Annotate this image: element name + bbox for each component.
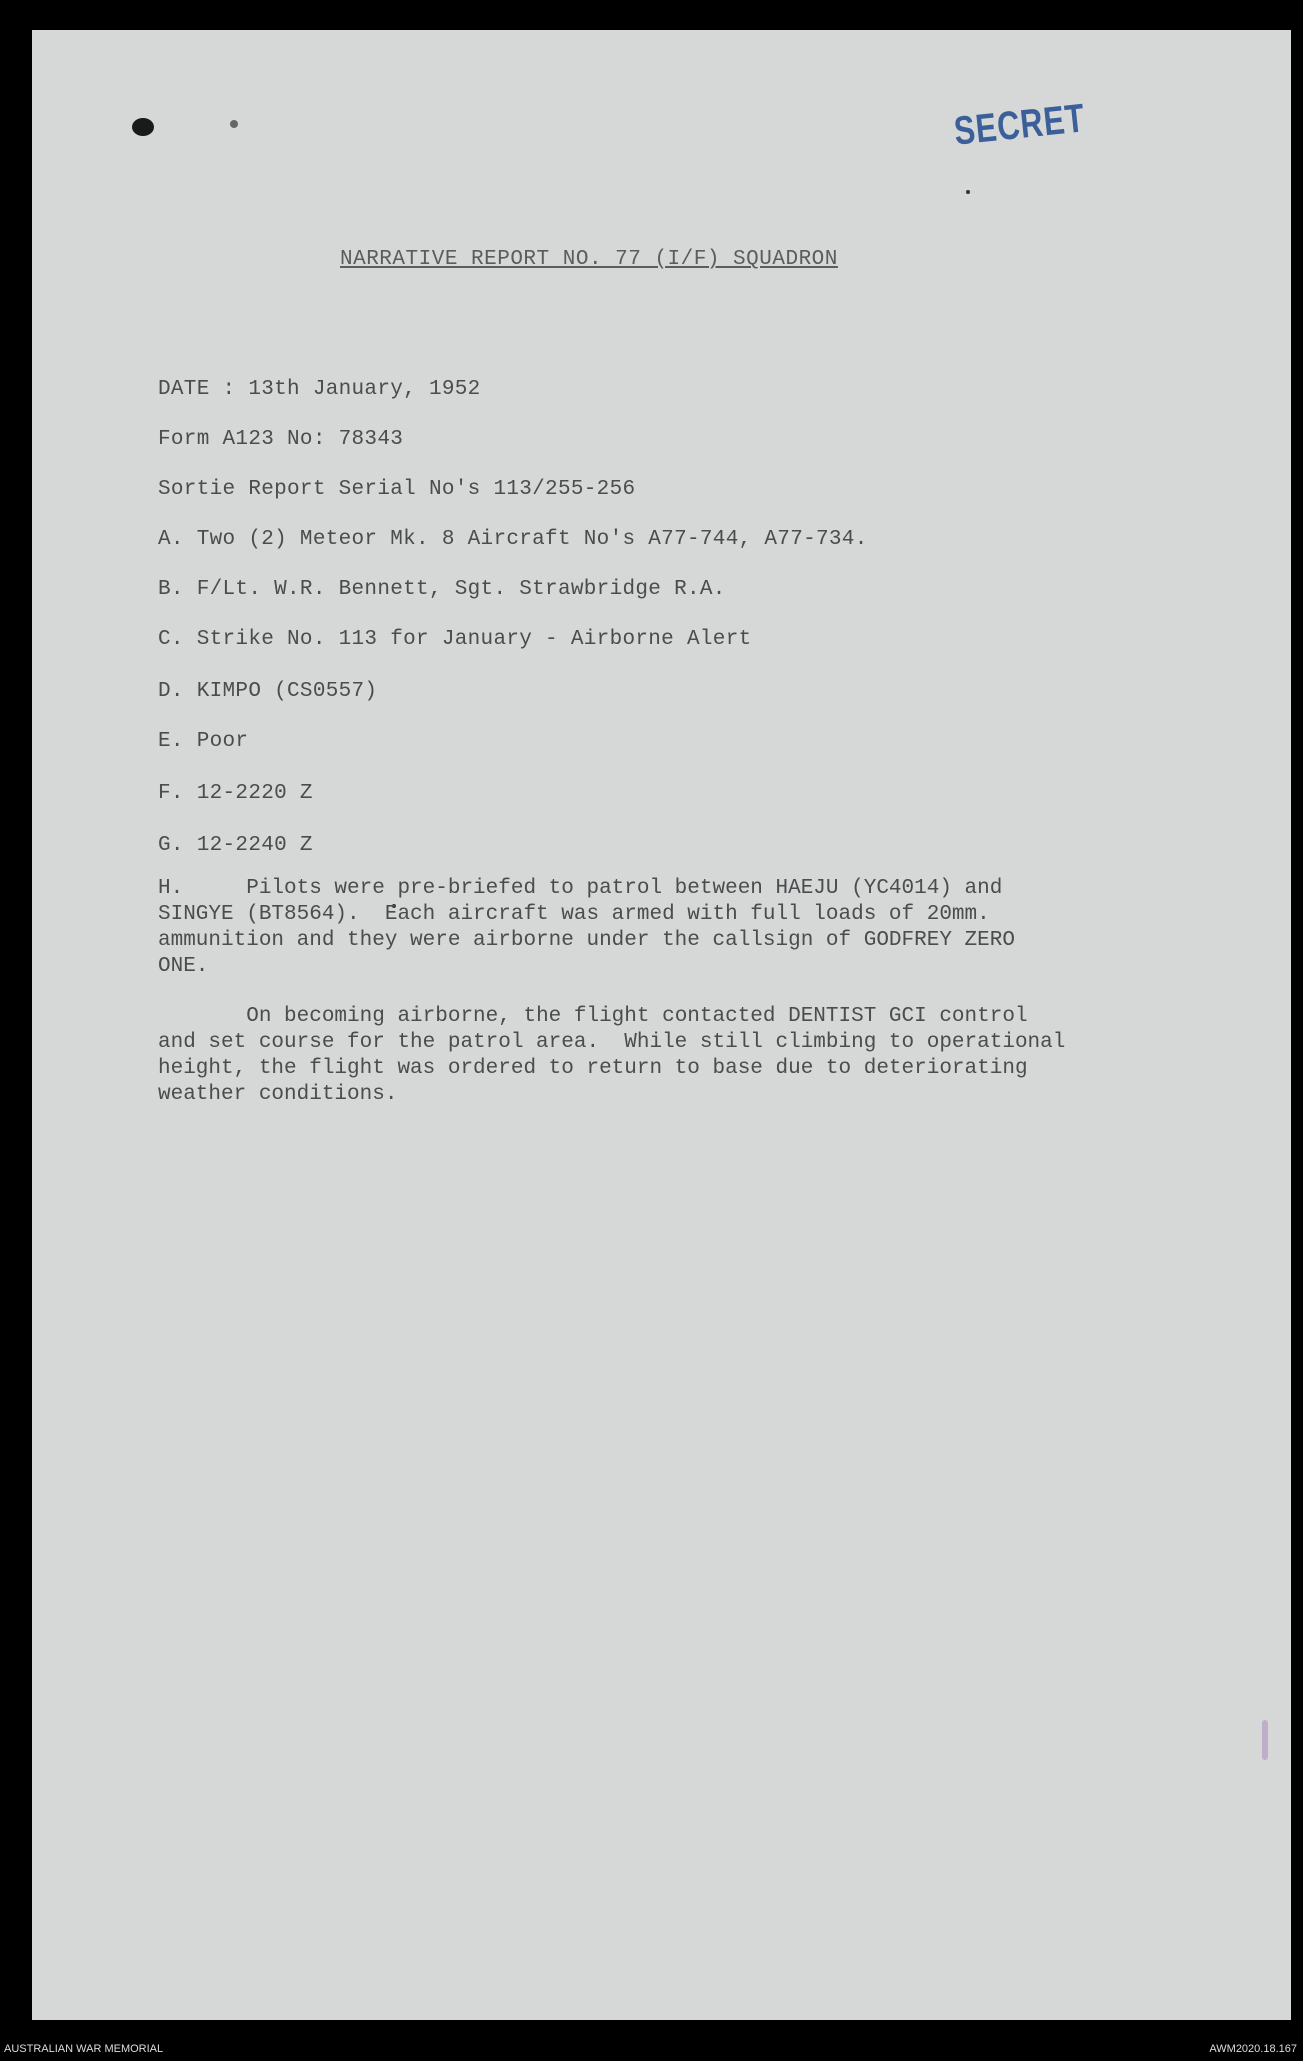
item-b: B. F/Lt. W.R. Bennett, Sgt. Strawbridge R.A.	[158, 578, 726, 601]
punch-hole-small	[230, 120, 238, 128]
footer-right: AWM2020.18.167	[1209, 2043, 1297, 2055]
report-title: NARRATIVE REPORT NO. 77 (I/F) SQUADRON	[340, 248, 838, 271]
ink-dot	[966, 190, 970, 194]
punch-hole	[132, 118, 154, 136]
paragraph-h: H. Pilots were pre-briefed to patrol between HAEJU (YC4014) and SINGYE (BT8564). Each aircraft was armed with full loads of 20mm. ammunition and they were airborne under the callsign of GODFREY ZERO ONE.	[158, 877, 1015, 978]
date-line: DATE : 13th January, 1952	[158, 378, 481, 401]
item-g: G. 12-2240 Z	[158, 834, 313, 857]
item-c: C. Strike No. 113 for January - Airborne Alert	[158, 628, 752, 651]
purple-mark	[1262, 1720, 1268, 1760]
item-a: A. Two (2) Meteor Mk. 8 Aircraft No's A77-744, A77-734.	[158, 528, 868, 551]
form-line: Form A123 No: 78343	[158, 428, 404, 451]
paragraph-2: On becoming airborne, the flight contacted DENTIST GCI control and set course for the patrol area. While still climbing to operational height, the flight was ordered to return to base due to deteriorating weather conditions.	[158, 1005, 1066, 1106]
footer-left: AUSTRALIAN WAR MEMORIAL	[4, 2043, 164, 2055]
secret-stamp: SECRET	[952, 96, 1088, 154]
item-d: D. KIMPO (CS0557)	[158, 680, 378, 703]
item-e: E. Poor	[158, 730, 249, 753]
item-f: F. 12-2220 Z	[158, 782, 313, 805]
sortie-line: Sortie Report Serial No's 113/255-256	[158, 478, 636, 501]
